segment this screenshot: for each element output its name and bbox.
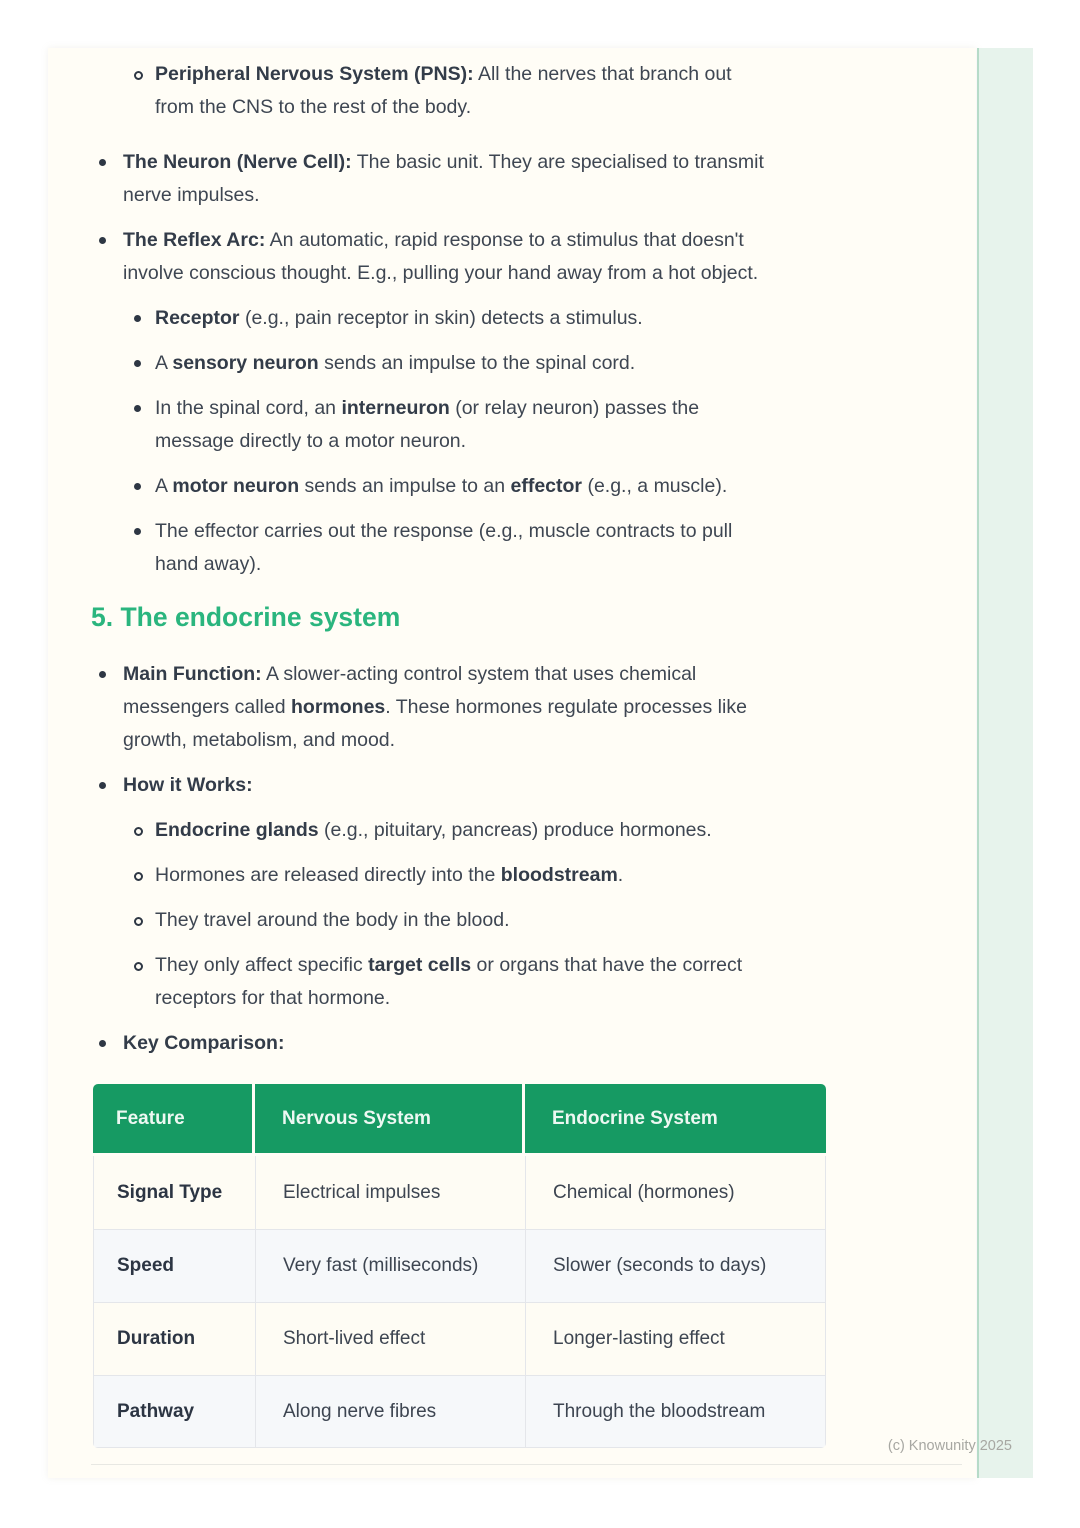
table-header bbox=[93, 1084, 826, 1156]
text: . These hormones regulate processes like bbox=[385, 696, 747, 718]
bold-text: sensory neuron bbox=[172, 352, 319, 374]
text: A slower-acting control system that uses chemical bbox=[261, 663, 697, 685]
text: The basic unit. They are specialised to transmit bbox=[351, 151, 764, 173]
value-cell: Through the bloodstream bbox=[525, 1375, 826, 1448]
text-line bbox=[123, 769, 936, 802]
text: (e.g., pituitary, pancreas) produce hormones. bbox=[318, 819, 712, 841]
text-line bbox=[155, 548, 936, 581]
text-line bbox=[123, 691, 936, 724]
endocrine-system-list bbox=[91, 658, 936, 1060]
value-cell: Along nerve fibres bbox=[255, 1375, 525, 1448]
table-body bbox=[93, 1156, 826, 1448]
text-line bbox=[123, 146, 936, 179]
list-item bbox=[91, 658, 936, 757]
feature-cell: Pathway bbox=[93, 1375, 255, 1448]
text: They travel around the body in the blood. bbox=[155, 909, 510, 931]
text-line bbox=[155, 347, 936, 380]
text: A bbox=[155, 352, 173, 374]
text-line bbox=[155, 91, 936, 124]
list-item bbox=[91, 814, 936, 847]
list-item bbox=[91, 347, 936, 380]
bold-text: interneuron bbox=[341, 397, 450, 419]
text-line bbox=[155, 58, 936, 91]
text-line bbox=[155, 982, 936, 1015]
bullet-marker bbox=[134, 827, 143, 836]
column-header-feature: Feature bbox=[93, 1084, 255, 1156]
bullet-marker bbox=[134, 405, 141, 412]
bullet-marker bbox=[134, 71, 143, 80]
list-item bbox=[91, 769, 936, 802]
bullet-marker bbox=[99, 1040, 106, 1047]
text: An automatic, rapid response to a stimulus that doesn't bbox=[265, 229, 744, 251]
text: Hormones are released directly into the bbox=[155, 864, 501, 886]
text-line bbox=[155, 904, 936, 937]
value-cell: Very fast (milliseconds) bbox=[255, 1229, 525, 1302]
table-row bbox=[93, 1156, 826, 1229]
text-line bbox=[155, 814, 936, 847]
value-cell: Electrical impulses bbox=[255, 1156, 525, 1229]
text: sends an impulse to an bbox=[299, 475, 511, 497]
column-header-endocrine-system: Endocrine System bbox=[525, 1084, 826, 1156]
text: receptors for that hormone. bbox=[155, 987, 391, 1009]
feature-cell: Duration bbox=[93, 1302, 255, 1375]
bold-text: motor neuron bbox=[172, 475, 300, 497]
list-item bbox=[91, 392, 936, 458]
table-header-row bbox=[93, 1084, 826, 1156]
text: messengers called bbox=[123, 696, 291, 718]
feature-cell: Signal Type bbox=[93, 1156, 255, 1229]
table-row bbox=[93, 1229, 826, 1302]
bullet-marker bbox=[99, 671, 106, 678]
list-item bbox=[91, 58, 936, 124]
text: hand away). bbox=[155, 553, 262, 575]
bold-text: Key Comparison: bbox=[123, 1032, 285, 1054]
notes-card bbox=[48, 48, 976, 1478]
list-item bbox=[91, 1027, 936, 1060]
list-item bbox=[91, 146, 936, 212]
text: (or relay neuron) passes the bbox=[449, 397, 700, 419]
bullet-marker bbox=[99, 782, 106, 789]
text-line bbox=[155, 392, 936, 425]
list-item bbox=[91, 859, 936, 892]
table-row bbox=[93, 1302, 826, 1375]
list-item bbox=[91, 949, 936, 1015]
text-line bbox=[123, 658, 936, 691]
text: All the nerves that branch out bbox=[473, 63, 732, 85]
bullet-marker bbox=[134, 360, 141, 367]
text-line bbox=[155, 949, 936, 982]
table-row bbox=[93, 1375, 826, 1448]
nervous-system-list bbox=[91, 58, 936, 581]
notes-content bbox=[48, 48, 976, 1448]
text: They only affect specific bbox=[155, 954, 369, 976]
list-item bbox=[91, 302, 936, 335]
text: from the CNS to the rest of the body. bbox=[155, 96, 472, 118]
bullet-marker bbox=[134, 528, 141, 535]
value-cell: Longer-lasting effect bbox=[525, 1302, 826, 1375]
text-line bbox=[155, 302, 936, 335]
bold-text: Endocrine glands bbox=[155, 819, 319, 841]
bullet-marker bbox=[134, 483, 141, 490]
bold-text: hormones bbox=[291, 696, 386, 718]
text: . bbox=[617, 864, 624, 886]
text: sends an impulse to the spinal cord. bbox=[318, 352, 636, 374]
right-margin-strip bbox=[977, 48, 1033, 1478]
bold-text: The Reflex Arc: bbox=[123, 229, 266, 251]
text-line bbox=[155, 425, 936, 458]
bullet-marker bbox=[134, 962, 143, 971]
text-line bbox=[123, 179, 936, 212]
bold-text: target cells bbox=[368, 954, 472, 976]
text-line bbox=[123, 724, 936, 757]
text-line bbox=[155, 470, 936, 503]
text-line bbox=[123, 257, 936, 290]
list-item bbox=[91, 904, 936, 937]
list-item bbox=[91, 224, 936, 290]
value-cell: Chemical (hormones) bbox=[525, 1156, 826, 1229]
bold-text: The Neuron (Nerve Cell): bbox=[123, 151, 352, 173]
bullet-marker bbox=[134, 872, 143, 881]
bold-text: Peripheral Nervous System (PNS): bbox=[155, 63, 474, 85]
text: (e.g., pain receptor in skin) detects a stimulus. bbox=[239, 307, 643, 329]
list-item bbox=[91, 470, 936, 503]
bullet-marker bbox=[99, 237, 106, 244]
bold-text: Receptor bbox=[155, 307, 240, 329]
list-item bbox=[91, 515, 936, 581]
value-cell: Slower (seconds to days) bbox=[525, 1229, 826, 1302]
bullet-marker bbox=[134, 917, 143, 926]
text-line bbox=[123, 1027, 936, 1060]
section-heading: 5. The endocrine system bbox=[91, 602, 401, 632]
bold-text: Main Function: bbox=[123, 663, 262, 685]
text: message directly to a motor neuron. bbox=[155, 430, 467, 452]
feature-cell: Speed bbox=[93, 1229, 255, 1302]
comparison-table bbox=[93, 1084, 826, 1448]
bullet-marker bbox=[134, 315, 141, 322]
text: (e.g., a muscle). bbox=[582, 475, 728, 497]
bullet-marker bbox=[99, 159, 106, 166]
text: A bbox=[155, 475, 173, 497]
text: In the spinal cord, an bbox=[155, 397, 342, 419]
text: nerve impulses. bbox=[123, 184, 260, 206]
text-line bbox=[155, 515, 936, 548]
text: The effector carries out the response (e.g., muscle contracts to pull bbox=[155, 520, 733, 542]
text-line bbox=[123, 224, 936, 257]
text: or organs that have the correct bbox=[471, 954, 743, 976]
copyright-label: (c) Knowunity 2025 bbox=[887, 1438, 1012, 1454]
bold-text: effector bbox=[510, 475, 583, 497]
text-line bbox=[155, 859, 936, 892]
footer-divider bbox=[91, 1464, 962, 1465]
text: growth, metabolism, and mood. bbox=[123, 729, 396, 751]
column-header-nervous-system: Nervous System bbox=[255, 1084, 525, 1156]
bold-text: bloodstream bbox=[500, 864, 618, 886]
bold-text: How it Works: bbox=[123, 774, 253, 796]
text: involve conscious thought. E.g., pulling your hand away from a hot object. bbox=[123, 262, 759, 284]
value-cell: Short-lived effect bbox=[255, 1302, 525, 1375]
